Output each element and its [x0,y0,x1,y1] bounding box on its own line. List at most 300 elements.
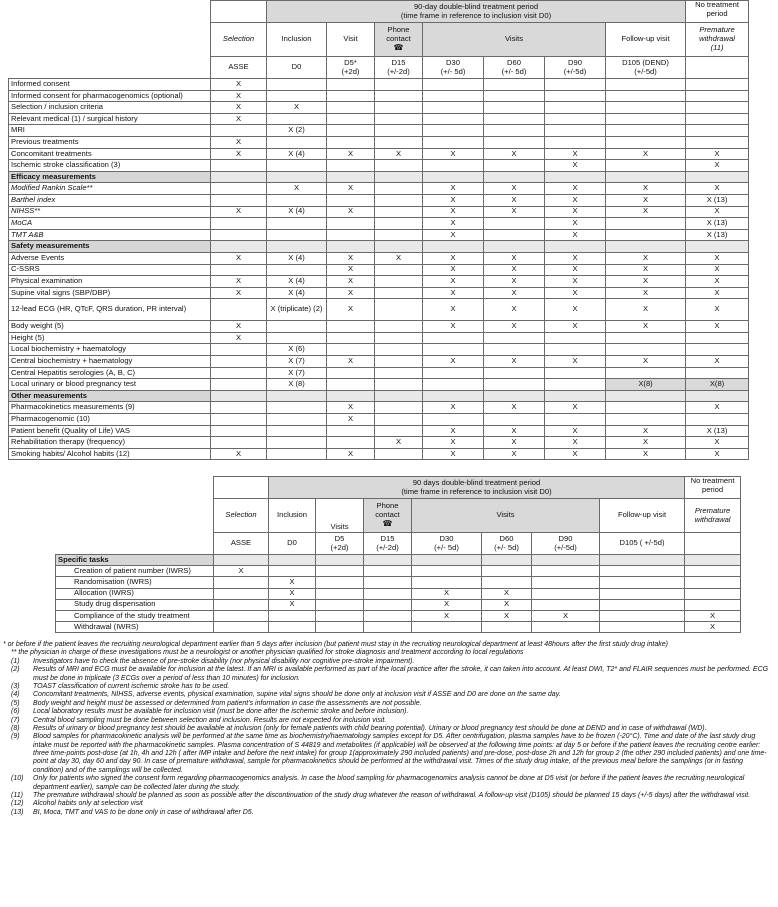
section-row [9,390,749,402]
t2-code-d15: D15 (+/-2d) [364,533,412,555]
schedule-cell [423,414,484,426]
schedule-cell [327,125,375,137]
task-cell: X [412,599,482,610]
schedule-cell: X [375,437,423,449]
schedule-cell [375,276,423,288]
schedule-cell: X [686,148,749,160]
t2-code-asse: ASSE [214,533,269,555]
section-fill-cell [423,241,484,253]
schedule-cell: X [211,102,267,114]
footnote-item [3,708,773,716]
task-cell: X [214,566,269,577]
schedule-cell [375,160,423,172]
table-row [9,425,749,437]
footnote-star: * or before if the patient leaves the recruiting neurological department earlier than 5 days after inclusion (but patient must stay in the recruiting neurological department at least 48hours after the first study drug intake) [3,641,668,648]
t2-code-d90: D90 (+/-5d) [532,533,600,555]
schedule-cell [375,287,423,299]
schedule-cell: X [327,448,375,460]
schedule-cell [267,229,327,241]
schedule-cell [211,379,267,391]
schedule-cell [375,136,423,148]
period-treatment-header: 90-day double-blind treatment period (time frame in reference to inclusion visit D0) [267,1,686,23]
schedule-cell [327,437,375,449]
section-specific-tasks: Specific tasks [56,555,214,566]
table-row [56,610,741,621]
row-label: Barthel index [9,194,211,206]
t2-code-d105: D105 ( +/-5d) [600,533,685,555]
schedule-cell [267,113,327,125]
row-label: Physical examination [9,276,211,288]
section-fill-cell [545,171,606,183]
schedule-cell: X [375,252,423,264]
table-row [9,194,749,206]
schedule-cell [211,299,267,321]
schedule-cell [375,379,423,391]
schedule-cell [375,448,423,460]
schedule-cell [375,79,423,91]
code-d90: D90 (+/-5d) [545,57,606,79]
schedule-cell: X [686,183,749,195]
table-row [56,588,741,599]
section-fill-cell [211,390,267,402]
footnote-item [3,658,773,666]
row-label: Local biochemistry + haematology [9,344,211,356]
schedule-cell: X [545,264,606,276]
schedule-cell [327,102,375,114]
footnote-text: Results of MRI and ECG must be available for inclusion at the latest. If an MRI is available performed as part of the local practice after the stroke, it can taken into account. At least DWI, T2* and FLAIR sequences must be performed. ECG must be done in triplicate (3 ECGs over a period of less than 10 minutes) for inclusion. [33,666,769,682]
section-fill-cell [686,390,749,402]
schedule-cell: X [606,437,686,449]
section-fill-cell [267,390,327,402]
t2-period-notreat-header: No treatment period [685,477,741,499]
schedule-cell: X [484,321,545,333]
schedule-cell: X [423,425,484,437]
table-row [9,264,749,276]
schedule-cell [211,125,267,137]
footnote-number: (4) [11,691,20,699]
section-fill-cell [484,171,545,183]
schedule-cell [484,379,545,391]
schedule-cell: X [686,448,749,460]
task-cell [600,610,685,621]
code-d5: D5* (+2d) [327,57,375,79]
task-label: Creation of patient number (IWRS) [56,566,214,577]
schedule-cell [606,367,686,379]
section-fill-cell [423,171,484,183]
schedule-cell [211,367,267,379]
schedule-cell [423,332,484,344]
schedule-cell [606,218,686,230]
footnote-item [3,809,773,817]
t2-col-visits: Visits [412,499,600,533]
schedule-cell: X [267,183,327,195]
schedule-cell [606,414,686,426]
schedule-cell [375,229,423,241]
schedule-cell: X [484,183,545,195]
task-cell [600,577,685,588]
task-cell: X [482,610,532,621]
footnote-number: (13) [11,808,24,816]
schedule-cell [423,367,484,379]
task-cell [316,577,364,588]
row-label: Pharmacogenomic (10) [9,414,211,426]
schedule-cell [327,90,375,102]
footnote-double-star: ** the physician in charge of these investigations must be a neurologist or another physician qualified for stroke diagnosis and treatment according to local regulations [11,649,524,657]
schedule-cell: X [686,437,749,449]
t2-code-d5: D5 (+2d) [316,533,364,555]
table-row [9,402,749,414]
schedule-cell: X [423,321,484,333]
t2-col-visits-left: Visits [316,499,364,533]
schedule-cell: X (7) [267,367,327,379]
task-cell [214,622,269,633]
schedule-cell: X [327,287,375,299]
row-label: TMT A&B [9,229,211,241]
schedule-cell: X [545,160,606,172]
row-label: 12-lead ECG (HR, QTcF, QRS duration, PR interval) [9,299,211,321]
schedule-cell [686,414,749,426]
schedule-cell [545,125,606,137]
schedule-cell [375,332,423,344]
schedule-cell [686,367,749,379]
t2-col-premature: Premature withdrawal [685,499,741,533]
row-label: MRI [9,125,211,137]
schedule-cell [267,90,327,102]
schedule-cell: X [211,321,267,333]
schedule-cell [267,402,327,414]
table-row [9,344,749,356]
task-cell [269,566,316,577]
footnote-text: Concomitant treatments, NIHSS, adverse events, physical examination, supine vital signs should be done only at inclusion visit if ASSE and D0 are done on the same day. [33,691,561,699]
schedule-cell [267,160,327,172]
schedule-cell [375,299,423,321]
task-cell [532,599,600,610]
schedule-cell: X [211,136,267,148]
section-fill-cell [375,390,423,402]
schedule-cell: X [545,299,606,321]
footnote-text: Blood samples for pharmacokinetic analysis will be performed at the same time as biochemistry/haematology samples except for D5. After centrifugation, plasma samples have to be frozen (-20°C). Time and date of the last study drug intake must be reported with the pharmacokinetic samples. Plasma concentration of S 44819 and metabolites (if applicable) will be observed at the following time points: at day 5 or before if the patient leaves the recruiting centre earlier: three time-points post-dose (at 1h, 4h and 12h ( after IMP intake and before the next intake) for group 1(approximately 290 included patients) and pre-dose, post-dose 2h and 12h for group 2 (the other 290 included patients) and one time-point at day 30, day 60 and day 90. In case of premature withdrawal, sample for pharmacokinetics should be performed at the withdrawal visit. Times of the study drug intake, of the previous meal before the samplings (or in fasting condition) and of the samplings will be collected. [33,733,767,774]
schedule-cell [423,79,484,91]
row-label: C-SSRS [9,264,211,276]
schedule-cell: X [327,264,375,276]
row-label: Ischemic stroke classification (3) [9,160,211,172]
task-cell [482,622,532,633]
schedule-cell: X [211,276,267,288]
footnote-number: (9) [11,733,20,741]
schedule-cell: X [327,414,375,426]
schedule-cell [545,344,606,356]
schedule-cell [327,113,375,125]
schedule-cell [423,160,484,172]
schedule-cell [484,344,545,356]
schedule-cell: X [545,206,606,218]
section-row [9,171,749,183]
schedule-cell: X [545,425,606,437]
schedule-cell [267,332,327,344]
schedule-cell [211,183,267,195]
footnote-number: (3) [11,682,20,690]
task-cell [364,577,412,588]
schedule-cell: X (4) [267,287,327,299]
schedule-cell: X [545,148,606,160]
schedule-cell: X [484,252,545,264]
footnotes [3,641,773,817]
schedule-cell: X [686,276,749,288]
schedule-cell: X [423,264,484,276]
schedule-cell: X [484,437,545,449]
schedule-cell [327,321,375,333]
task-cell [685,577,741,588]
schedule-cell [686,332,749,344]
schedule-cell [327,367,375,379]
schedule-cell [545,414,606,426]
schedule-cell: X [545,448,606,460]
schedule-cell: X [686,206,749,218]
schedule-cell: X [545,229,606,241]
schedule-cell: X (4) [267,276,327,288]
row-label: Pharmacokinetics measurements (9) [9,402,211,414]
section-fill-cell [267,241,327,253]
schedule-cell: X [686,160,749,172]
footnote-number: (7) [11,716,20,724]
task-cell [600,566,685,577]
schedule-cell: X (7) [267,356,327,368]
task-cell [364,622,412,633]
schedule-cell: X [545,183,606,195]
schedule-cell [606,160,686,172]
table-row [9,367,749,379]
schedule-cell [375,264,423,276]
schedule-cell: X [484,448,545,460]
schedule-cell: X [606,299,686,321]
period-notreat-header: No treatment period [686,1,749,23]
table-row [9,90,749,102]
task-cell [214,577,269,588]
footnote-number: (6) [11,708,20,716]
table-row [9,229,749,241]
schedule-cell: X [484,194,545,206]
schedule-cell: X [327,299,375,321]
row-label: Concomitant treatments [9,148,211,160]
table-row [9,218,749,230]
schedule-cell: X [484,264,545,276]
table-row [9,206,749,218]
schedule-cell [484,414,545,426]
schedule-cell: X [606,276,686,288]
schedule-cell: X [606,206,686,218]
task-cell [532,622,600,633]
section-fill-cell [545,390,606,402]
footnote-text: Only for patients who signed the consent form regarding pharmacogenomics analysis. In case the blood sampling for pharmacogenomics analysis cannot be done at D5 visit (or before if the patient leaves the recruiting neurological department earlier), sample can be collected later during the study. [33,775,745,791]
footnote-text: Alcohol habits only at selection visit [33,800,143,808]
task-cell [600,599,685,610]
schedule-cell: X [211,113,267,125]
schedule-cell [327,229,375,241]
schedule-cell: X (triplicate) (2) [267,299,327,321]
table-row [9,252,749,264]
footnote-number: (11) [11,792,23,800]
col-premature: Premature withdrawal (11) [686,23,749,57]
schedule-cell [686,90,749,102]
schedule-cell [267,321,327,333]
schedule-cell [327,344,375,356]
footnote-text: Central blood sampling must be done between selection and inclusion. Results are not expected for inclusion visit. [33,716,387,724]
task-cell [482,566,532,577]
footnote-number: (8) [11,724,20,732]
task-cell [214,599,269,610]
schedule-cell [606,136,686,148]
schedule-cell [545,90,606,102]
task-label: Study drug dispensation [56,599,214,610]
schedule-cell: X [686,252,749,264]
row-label: Adverse Events [9,252,211,264]
task-cell: X [685,610,741,621]
schedule-cell [545,379,606,391]
schedule-cell: X [606,194,686,206]
footnote-text: Body weight and height must be assessed or determined from patient’s information in case the assessments are not possible. [33,699,422,707]
schedule-cell [267,437,327,449]
schedule-cell: X [484,276,545,288]
section-fill-cell [484,390,545,402]
schedule-cell [327,79,375,91]
task-cell [482,577,532,588]
schedule-cell [423,113,484,125]
schedule-cell [606,102,686,114]
schedule-cell: X [545,287,606,299]
schedule-cell: X [606,264,686,276]
schedule-cell: X [545,437,606,449]
schedule-cell: X [211,252,267,264]
schedule-cell [606,113,686,125]
schedule-cell: X [606,321,686,333]
footnote-item [3,792,773,800]
footnote-item [3,800,773,808]
col-phone-contact: Phone contact ☎ [375,23,423,57]
schedule-cell [686,125,749,137]
schedule-cell: X [327,206,375,218]
section-fill-cell [267,171,327,183]
code-d60: D60 (+/- 5d) [484,57,545,79]
footnote-number: (12) [11,800,24,808]
schedule-cell [423,344,484,356]
task-cell [214,588,269,599]
task-cell [364,588,412,599]
task-cell: X [412,610,482,621]
schedule-cell [686,344,749,356]
section-fill-cell [606,171,686,183]
row-label: Previous treatments [9,136,211,148]
schedule-cell [211,356,267,368]
schedule-cell: X [423,148,484,160]
table-row [9,113,749,125]
schedule-cell [267,448,327,460]
row-label: Relevant medical (1) / surgical history [9,113,211,125]
schedule-cell: X [211,287,267,299]
schedule-cell [327,218,375,230]
col-selection: Selection [211,23,267,57]
schedule-cell [211,425,267,437]
task-cell [412,577,482,588]
schedule-cell [211,437,267,449]
col-inclusion: Inclusion [267,23,327,57]
section-header: Safety measurements [9,241,211,253]
task-cell [532,566,600,577]
schedule-cell [545,136,606,148]
schedule-cell: X (13) [686,425,749,437]
schedule-cell: X [423,276,484,288]
footnote-text: TOAST classification of current ischemic stroke has to be used. [33,682,230,690]
table-row [9,379,749,391]
schedule-cell [211,402,267,414]
schedule-cell: X (6) [267,344,327,356]
schedule-cell [423,379,484,391]
task-cell [316,599,364,610]
schedule-cell [211,218,267,230]
schedule-cell [606,90,686,102]
schedule-cell [327,194,375,206]
schedule-cell: X [327,276,375,288]
t2-code-d0: D0 [269,533,316,555]
task-cell [685,599,741,610]
footnote-number: (5) [11,699,20,707]
row-label: Smoking habits/ Alcohol habits (12) [9,448,211,460]
footnote-text: BI, Moca, TMT and VAS to be done only in case of withdrawal after D5. [33,808,254,816]
schedule-cell [375,125,423,137]
row-label: Local urinary or blood pregnancy test [9,379,211,391]
schedule-cell: X [423,356,484,368]
task-label: Withdrawal (IWRS) [56,622,214,633]
footnote-text: Investigators have to check the absence of pre-stroke disability (nor physical disability nor cognitive pre-stroke impairment). [33,657,415,665]
task-cell [316,610,364,621]
schedule-cell: X [686,402,749,414]
schedule-cell: X (13) [686,194,749,206]
table-row [56,622,741,633]
schedule-cell [327,425,375,437]
schedule-cell: X [423,287,484,299]
footnote-number: (10) [11,775,24,783]
schedule-cell: X [327,183,375,195]
row-label: NIHSS** [9,206,211,218]
schedule-cell [606,332,686,344]
schedule-cell [423,90,484,102]
t2-code-d30: D30 (+/- 5d) [412,533,482,555]
schedule-cell [375,183,423,195]
schedule-cell [327,160,375,172]
task-cell [685,588,741,599]
schedule-cell [267,425,327,437]
schedule-cell: X [606,356,686,368]
schedule-cell: X (2) [267,125,327,137]
table-row [9,414,749,426]
schedule-cell: X [211,448,267,460]
schedule-cell: X [686,356,749,368]
schedule-cell: X [423,218,484,230]
schedule-cell [545,332,606,344]
table-row [9,136,749,148]
schedule-cell: X [545,218,606,230]
schedule-cell [606,125,686,137]
section-header: Other measurements [9,390,211,402]
schedule-cell [606,229,686,241]
row-label: Informed consent for pharmacogenomics (optional) [9,90,211,102]
task-cell: X [412,588,482,599]
schedule-cell [211,264,267,276]
task-cell: X [532,610,600,621]
footnote-item [3,717,773,725]
schedule-cell: X [327,252,375,264]
schedule-cell [375,414,423,426]
table-row [9,276,749,288]
